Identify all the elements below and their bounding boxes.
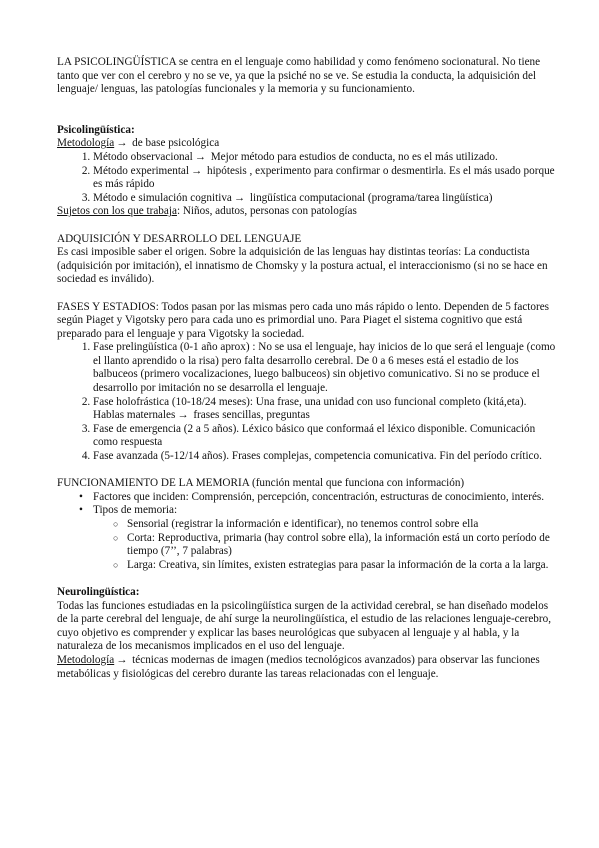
memoria-note: (función mental que funciona con información) [249,477,465,490]
psico-sujetos [57,205,557,219]
neuro-text: Todas las funciones estudiadas en la psicolingüística surgen de la actividad cerebral, se han diseñado modelos de la parte cerebral del lenguaje, de ahí surge la neurolingüística, el estudio de las relaciones lenguaje-cerebro, cuyo objetivo es comprender y explicar las bases neurológicas que subyacen al lenguaje y al habla, y la naturaleza de los mecanismos implicados en el uso del lenguaje. [57,599,551,653]
adquisicion-text: Es casi imposible saber el origen. Sobre la adquisición de las lenguas hay distintas teorías: La conductista (adquisición por imitación), el innatismo de Chomsky y la postura actual, el interaccionismo (si no se hace en sociedad es inválido). [57,246,548,286]
list-item: 4. Fase avanzada (5-12/14 años). Frases complejas, competencia comunicativa. Fin del período crítico. [93,450,557,464]
neuro-metodologia [57,654,557,681]
memoria-heading: FUNCIONAMIENTO DE LA MEMORIA [57,477,250,490]
arrow-icon: → [177,409,189,422]
metodologia-label: Metodología [57,137,115,150]
arrow-icon: → [116,137,128,150]
list-item: • Factores que inciden: Comprensión, percepción, concentración, estructuras de conocimiento, interés. [93,491,557,505]
psico-metodologia [57,137,557,151]
neuro-heading: Neurolingüística: [57,585,140,598]
list-item: • Tipos de memoria: ○ Sensorial (registrar la información e identificar), no tenemos control sobre ella ○ Corta: Reproductiva, primaria (hay control sobre ella), la información está un corto período de tiempo (7’’, 7 palabras) ○ Larga: Creativa, sin límites, existen estrategias para pasar la información de la corta a la larga. [93,504,557,572]
list-item: ○ Larga: Creativa, sin límites, existen estrategias para pasar la información de la corta a la larga. [127,559,557,573]
list-item: 2. Método experimental → hipótesis , experimento para confirmar o desmentirla. Es el más usado porque es más rápido [93,165,557,192]
list-item: 1. Método observacional → Mejor método para estudios de conducta, no es el más utilizado. [93,151,557,165]
memoria-sublist [93,518,557,572]
metodologia-label: Metodología [57,653,115,666]
arrow-icon: → [116,653,128,666]
fases-list [57,341,557,463]
arrow-icon: → [191,164,203,177]
adquisicion-heading: ADQUISICIÓN Y DESARROLLO DEL LENGUAJE [57,232,302,245]
sujetos-label: Sujetos con los que trabaja [57,205,177,218]
list-item: ○ Sensorial (registrar la información e identificar), no tenemos control sobre ella [127,518,557,532]
metodologia-text: de base psicológica [129,137,220,150]
list-item: 3. Método e simulación cognitiva → lingüística computacional (programa/tarea lingüística) [93,192,557,206]
psico-heading: Psicolingüística: [57,123,135,136]
arrow-icon: → [233,191,246,204]
intro-text: se centra en el lenguaje como habilidad y como fenómeno socionatural. No tiene tanto que ver con el cerebro y no se ve, ya que la psiché no se ve. Se estudia la conducta, la adquisición del lenguaje/ lenguas, las patologías funcionales y la memoria y su funcionamiento. [57,56,541,96]
intro-title: LA PSICOLINGÜÍSTICA [57,56,177,68]
list-item: 3. Fase de emergencia (2 a 5 años). Léxico básico que conformaá el léxico disponible. Comunicación como respuesta [93,423,557,450]
list-item: ○ Corta: Reproductiva, primaria (hay control sobre ella), la información está un corto período de tiempo (7’’, 7 palabras) [127,532,557,559]
list-item: 2. Fase holofrástica (10-18/24 meses): Una frase, una unidad con uso funcional completo (kitá,eta). Hablas maternales → frases sencillas, preguntas [93,396,557,423]
fases-intro: FASES Y ESTADIOS: Todos pasan por las mismas pero cada uno más rápido o lento. Dependen de 5 factores según Piaget y Vigotsky pero para cada uno es primordial uno. Para Piaget el sistema cognitivo que está preparado para el lenguaje y para Vigotsky la sociedad. [57,300,550,340]
intro-paragraph [57,56,557,97]
arrow-icon: → [194,150,206,163]
sujetos-text: : Niños, adutos, personas con patologías [176,205,357,218]
memoria-list [57,491,557,573]
list-item: 1. Fase prelingüística (0-1 año aprox) : No se usa el lenguaje, hay inicios de lo que será el lenguaje (como el llanto aprendido o la risa) pero falta desarrollo cerebral. De 0 a 6 meses está el estadio de los balbuceos (primero vocalizaciones, luego balbuceos) sin objetivo comunicativo. Si no se produce el desarrollo por imitación no se desarrolla el lenguaje. [93,341,557,395]
methods-list [57,151,557,205]
document-page [57,56,557,681]
memoria-heading-line [57,477,557,491]
metodologia-text: técnicas modernas de imagen (medios tecnológicos avanzados) para observar las funciones metabólicas y fisiológicas del cerebro durante las tareas relacionadas con el lenguaje. [57,653,540,680]
